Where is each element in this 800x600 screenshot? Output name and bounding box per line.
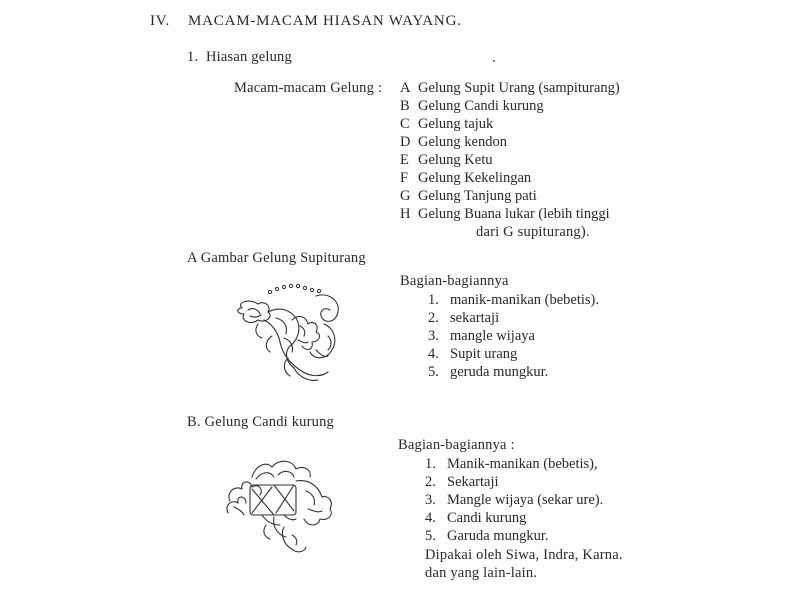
- list-item: [400, 97, 544, 115]
- list-text: manik-manikan (bebetis).: [450, 292, 599, 308]
- list-item: [425, 509, 526, 527]
- list-item: [425, 473, 499, 491]
- list-text: Gelung Kekelingan: [418, 170, 532, 186]
- list-text: Candi kurung: [447, 510, 527, 526]
- list-number: 3.: [425, 492, 436, 508]
- list-item: [400, 187, 537, 205]
- list-item: [400, 79, 620, 97]
- list-item: [400, 169, 531, 187]
- list-text: sekartaji: [450, 310, 500, 326]
- list-number: 1.: [428, 292, 439, 308]
- list-marker: D: [400, 134, 411, 150]
- list-item: [400, 205, 610, 223]
- list-text: Gelung Ketu: [418, 152, 493, 168]
- list-item: [428, 363, 548, 381]
- list-marker: G: [400, 188, 411, 204]
- list-item: [428, 291, 599, 309]
- list-marker: A: [400, 80, 411, 96]
- list-text: geruda mungkur.: [450, 364, 549, 380]
- section-b-parts-label: Bagian-bagiannya :: [398, 437, 515, 453]
- list-number: 5.: [425, 528, 436, 544]
- list-item: [425, 491, 603, 509]
- list-marker: C: [400, 116, 410, 132]
- list-text: Manik-manikan (bebetis),: [447, 456, 598, 472]
- usage-note: Dipakai oleh Siwa, Indra, Karna.: [425, 547, 623, 563]
- list-text: Garuda mungkur.: [447, 528, 549, 544]
- list-item: [425, 455, 598, 473]
- list-marker: E: [400, 152, 409, 168]
- list-item: [425, 527, 548, 545]
- list-text: Sekartaji: [447, 474, 499, 490]
- list-marker: F: [400, 170, 409, 186]
- list-number: 1.: [425, 456, 436, 472]
- list-number: 4.: [425, 510, 436, 526]
- list-item: [400, 151, 493, 169]
- list-text: Gelung Candi kurung: [418, 98, 544, 114]
- heading-title: MACAM-MACAM HIASAN WAYANG.: [188, 13, 462, 29]
- list-text: Gelung kendon: [418, 134, 507, 150]
- section-a-parts-label: Bagian-bagiannya: [400, 273, 509, 289]
- list-text: Mangle wijaya (sekar ure).: [447, 492, 604, 508]
- list-number: 5.: [428, 364, 439, 380]
- gelung-supiturang-drawing: [228, 280, 348, 390]
- list-marker: H: [400, 206, 411, 222]
- heading-numeral: IV.: [150, 13, 171, 29]
- section-b-title: B. Gelung Candi kurung: [187, 414, 334, 430]
- list-item: [428, 345, 517, 363]
- list-item: [428, 309, 499, 327]
- list-number: 2.: [425, 474, 436, 490]
- list-marker: B: [400, 98, 410, 114]
- list-item: [428, 327, 535, 345]
- usage-note-continued: dan yang lain-lain.: [425, 565, 538, 581]
- list-item: [400, 133, 507, 151]
- list-text: Gelung Buana lukar (lebih tinggi: [418, 206, 610, 222]
- list-number: 4.: [428, 346, 439, 362]
- list-number: 3.: [428, 328, 439, 344]
- list-text: Gelung Supit Urang (sampiturang): [418, 80, 620, 96]
- list-item: [400, 115, 493, 133]
- speck: [493, 60, 495, 62]
- list-text: Supit urang: [450, 346, 518, 362]
- list-item-continuation: dari G supiturang).: [476, 224, 590, 240]
- list-text: mangle wijaya: [450, 328, 535, 344]
- section1-number: 1.: [187, 49, 199, 65]
- list-text: Gelung tajuk: [418, 116, 494, 132]
- list-number: 2.: [428, 310, 439, 326]
- section1-title: Hiasan gelung: [206, 49, 292, 65]
- section-a-title: A Gambar Gelung Supiturang: [187, 250, 366, 266]
- list-text: Gelung Tanjung pati: [418, 188, 537, 204]
- gelung-candi-kurung-drawing: [222, 455, 337, 560]
- gelung-types-label: Macam-macam Gelung :: [234, 80, 383, 96]
